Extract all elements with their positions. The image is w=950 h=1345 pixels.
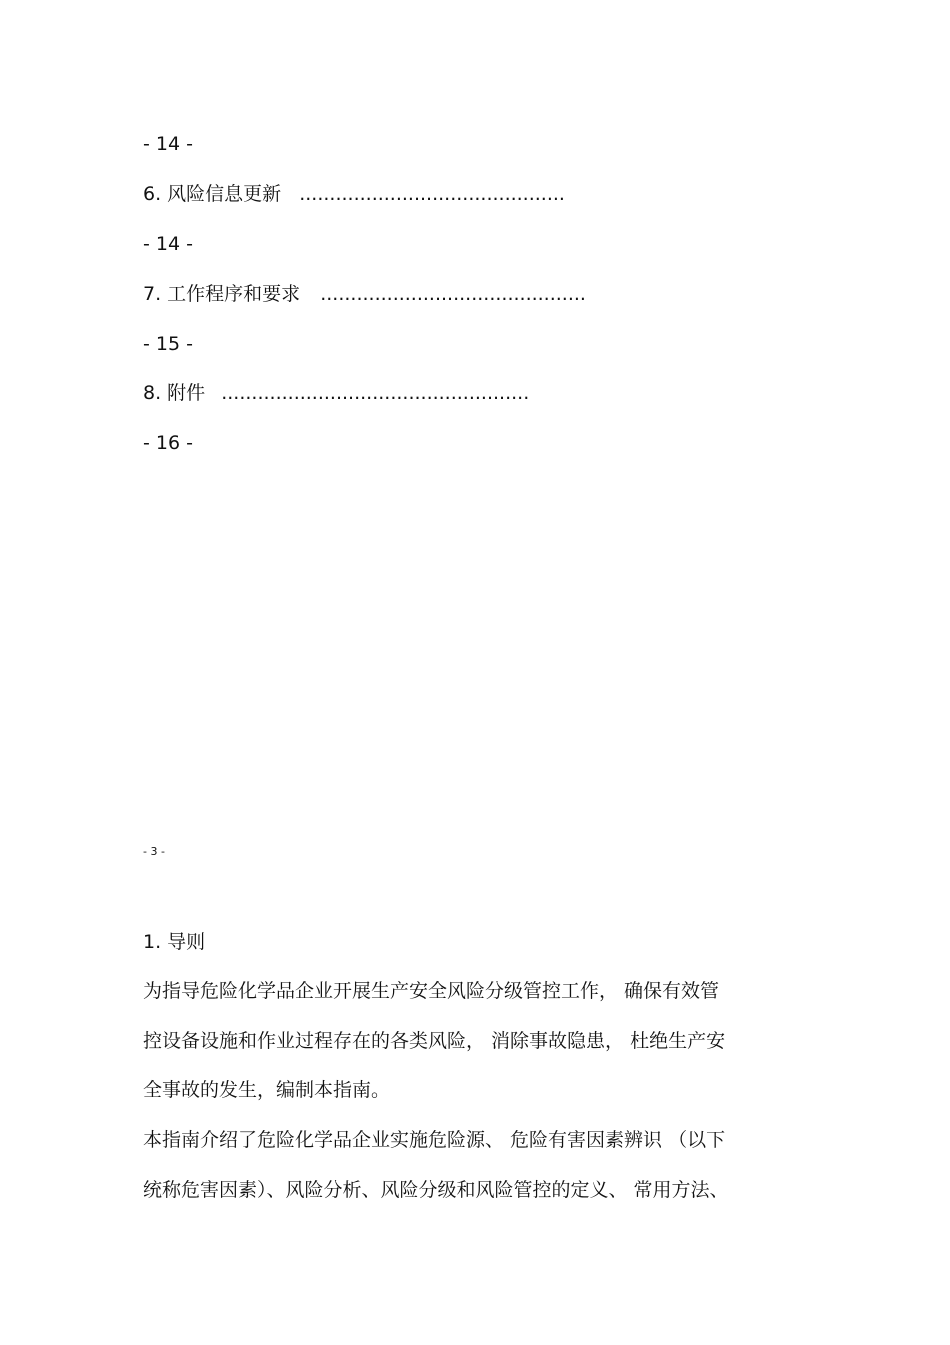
toc-page-marker: - 14 - [143,233,193,255]
paragraph-line: 全事故的发生，编制本指南。 [143,1079,391,1101]
toc-entry [143,282,586,306]
paragraph-line: 为指导危险化学品企业开展生产安全风险分级管控工作， 确保有效管 [143,980,720,1002]
toc-page-marker: - 16 - [143,432,193,454]
toc-entry-title: 6. 风险信息更新 [143,183,282,205]
toc-entry-title: 7. 工作程序和要求 [143,283,301,305]
paragraph-line: 控设备设施和作业过程存在的各类风险， 消除事故隐患， 杜绝生产安 [143,1030,726,1052]
paragraph-line: 本指南介绍了危险化学品企业实施危险源、 危险有害因素辨识 （以下 [143,1129,726,1151]
toc-entry [143,182,565,206]
page-number: - 3 - [143,845,165,858]
toc-entry-title: 8. 附件 [143,382,206,404]
toc-entry-dots: ............................................ [320,283,586,305]
toc-entry-dots: ............................................ [299,183,565,205]
toc-entry [143,381,529,405]
paragraph-line: 统称危害因素）、风险分析、风险分级和风险管控的定义、 常用方法、 [143,1179,729,1201]
toc-page-marker: - 14 - [143,133,193,155]
toc-page-marker: - 15 - [143,333,193,355]
section-heading: 1. 导则 [143,931,206,953]
toc-entry-dots: ................................................... [221,382,530,404]
